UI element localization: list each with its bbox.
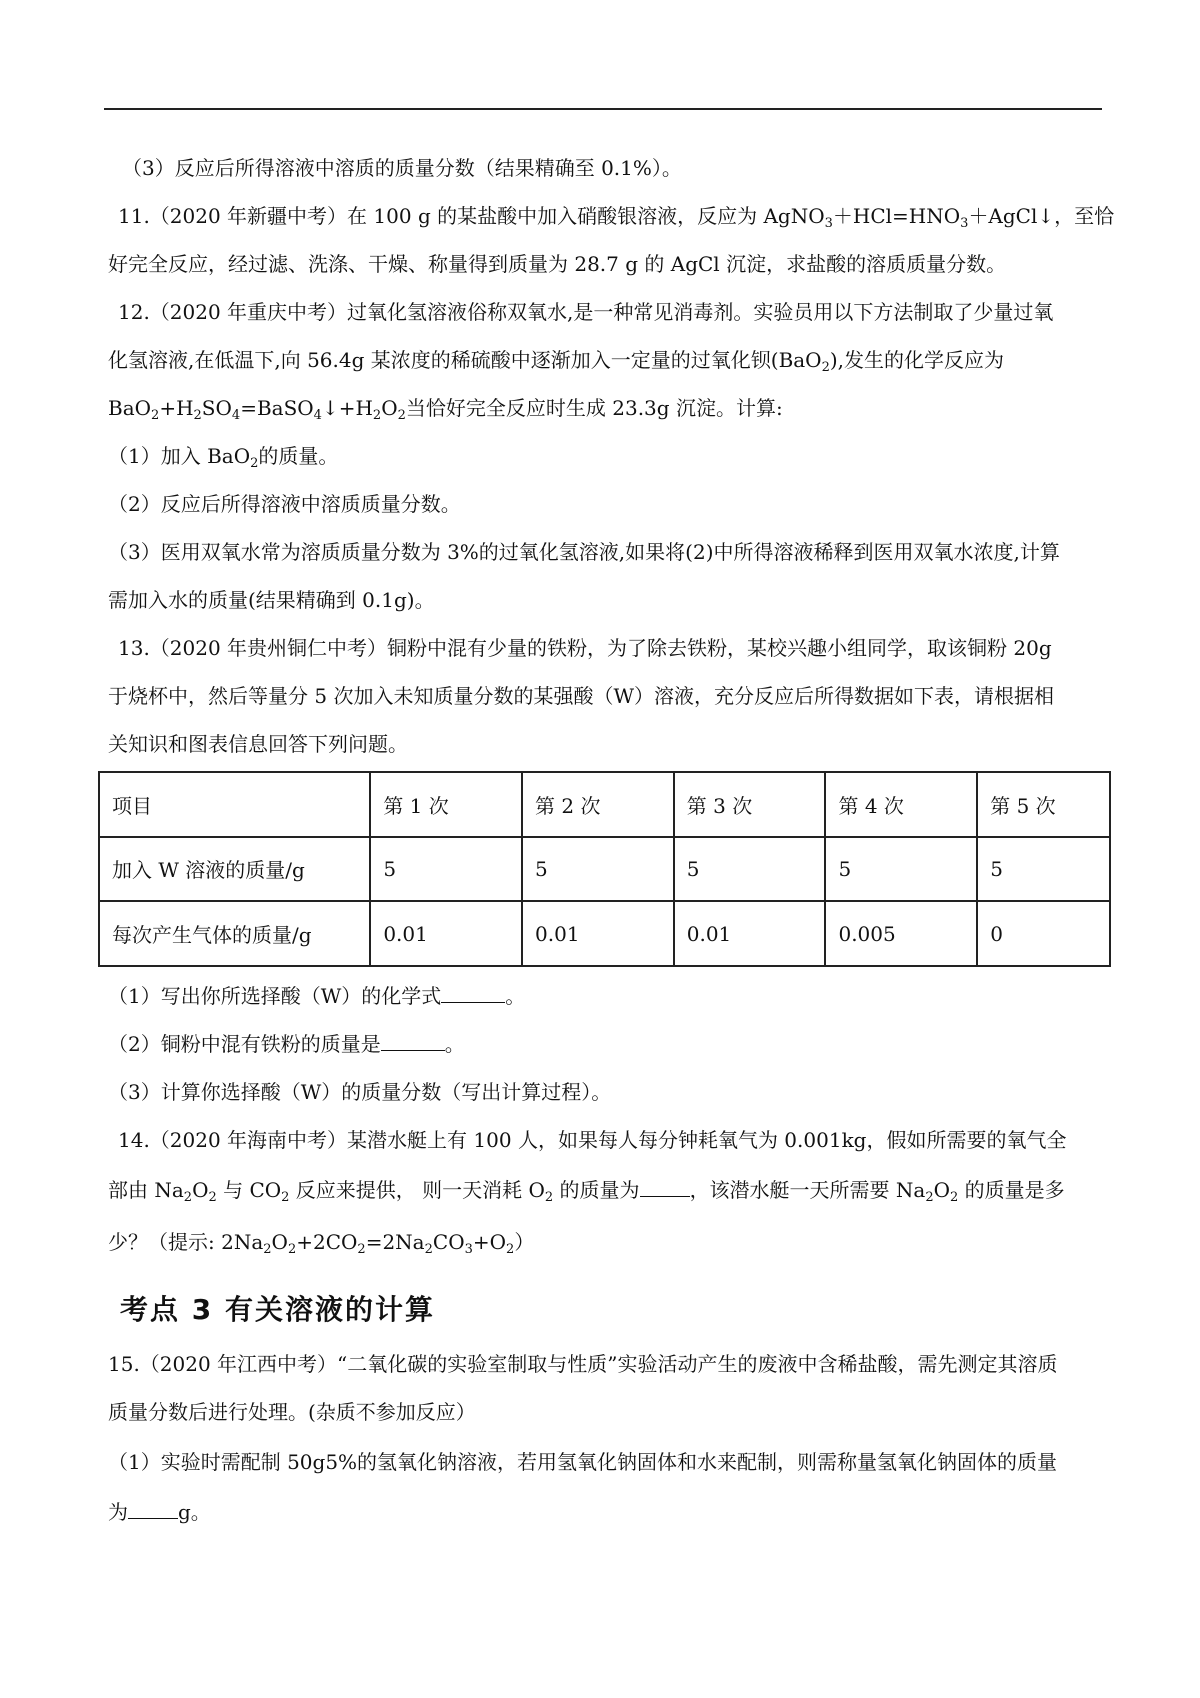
q13-sub1: （1）写出你所选择酸（W）的化学式 。 [108, 984, 526, 1008]
q12-sub3-line2: 需加入水的质量(结果精确到 0.1g)。 [108, 588, 435, 612]
table-header-cell: 第 4 次 [825, 772, 977, 837]
table-header-cell: 项目 [99, 772, 370, 837]
q14-line1: 14.（2020 年海南中考）某潜水艇上有 100 人，如果每人每分钟耗氧气为 0.001kg，假如所需要的氧气全 [118, 1128, 1067, 1152]
q12-sub1: （1）加入 BaO$_2$的质量。 [108, 444, 339, 471]
q13-sub3: （3）计算你选择酸（W）的质量分数（写出计算过程）。 [108, 1080, 612, 1104]
table-row [99, 901, 1110, 966]
answer-blank[interactable] [128, 1500, 178, 1519]
q11-line1: 11.（2020 年新疆中考）在 100 g 的某盐酸中加入硝酸银溶液，反应为 $AgNO_3+HCl=HNO_3+AgCl↓$，至恰 [118, 204, 1115, 231]
table-cell: 5 [522, 837, 674, 902]
q13-line3: 关知识和图表信息回答下列问题。 [108, 732, 408, 756]
table-header-cell: 第 5 次 [977, 772, 1110, 837]
q12-sub2: （2）反应后所得溶液中溶质质量分数。 [108, 492, 461, 516]
q13-line1: 13.（2020 年贵州铜仁中考）铜粉中混有少量的铁粉，为了除去铁粉，某校兴趣小组同学，取该铜粉 20g [118, 636, 1052, 660]
table-header-cell: 第 3 次 [674, 772, 826, 837]
q15-line1: 15.（2020 年江西中考）“二氧化碳的实验室制取与性质”实验活动产生的废液中含稀盐酸，需先测定其溶质 [108, 1352, 1058, 1376]
table-cell: 每次产生气体的质量/g [99, 901, 370, 966]
q12-line2: 化氢溶液,在低温下,向 56.4g 某浓度的稀硫酸中逐渐加入一定量的过氧化钡(BaO$_2$),发生的化学反应为 [108, 348, 1005, 375]
table-cell: 5 [977, 837, 1110, 902]
q12-line1: 12.（2020 年重庆中考）过氧化氢溶液俗称双氧水,是一种常见消毒剂。实验员用以下方法制取了少量过氧 [118, 300, 1054, 324]
table-cell: 0.005 [825, 901, 977, 966]
q13-line2: 于烧杯中，然后等量分 5 次加入未知质量分数的某强酸（W）溶液，充分反应后所得数据如下表，请根据相 [108, 684, 1054, 708]
table-cell: 加入 W 溶液的质量/g [99, 837, 370, 902]
q15-sub1-line1: （1）实验时需配制 50g5%的氢氧化钠溶液，若用氢氧化钠固体和水来配制，则需称量氢氧化钠固体的质量 [108, 1450, 1058, 1474]
table-row [99, 837, 1110, 902]
table-header-cell: 第 1 次 [370, 772, 522, 837]
table-cell: 5 [370, 837, 522, 902]
data-table [98, 771, 1111, 967]
q12-sub3-line1: （3）医用双氧水常为溶质质量分数为 3%的过氧化氢溶液,如果将(2)中所得溶液稀释到医用双氧水浓度,计算 [108, 540, 1060, 564]
answer-blank[interactable] [441, 984, 505, 1003]
table-cell: 0 [977, 901, 1110, 966]
answer-blank[interactable] [640, 1178, 690, 1197]
table-cell: 0.01 [522, 901, 674, 966]
table-cell: 5 [674, 837, 826, 902]
section-heading: 考点 3 有关溶液的计算 [120, 1293, 435, 1326]
table-cell: 5 [825, 837, 977, 902]
answer-blank[interactable] [381, 1032, 445, 1051]
table-header-cell: 第 2 次 [522, 772, 674, 837]
table-cell: 0.01 [370, 901, 522, 966]
q14-hint-line: 少？（提示: $2Na_2O_2+2CO_2=2Na_2CO_3+O_2$） [108, 1230, 535, 1257]
q11-line2: 好完全反应，经过滤、洗涤、干燥、称量得到质量为 28.7 g 的 AgCl 沉淀，求盐酸的溶质质量分数。 [108, 252, 1007, 276]
header-rule [104, 108, 1102, 110]
table-header-row [99, 772, 1110, 837]
q13-sub2: （2）铜粉中混有铁粉的质量是 。 [108, 1032, 465, 1056]
q14-line2: 部由 $Na_2O_2$ 与 $CO_2$ 反应来提供， 则一天消耗 $O_2$ 的质量为 ，该潜水艇一天所需要 $Na_2O_2$ 的质量是多 [108, 1178, 1065, 1205]
q15-line2: 质量分数后进行处理。(杂质不参加反应） [108, 1400, 476, 1424]
q15-sub1-line2: 为 g。 [108, 1500, 211, 1524]
table-cell: 0.01 [674, 901, 826, 966]
q10-sub3: （3）反应后所得溶液中溶质的质量分数（结果精确至 0.1%）。 [122, 156, 682, 180]
q12-equation-line: $BaO_2+H_2SO_4=BaSO_4↓+H_2O_2$当恰好完全反应时生成 23.3g 沉淀。计算: [108, 396, 783, 423]
